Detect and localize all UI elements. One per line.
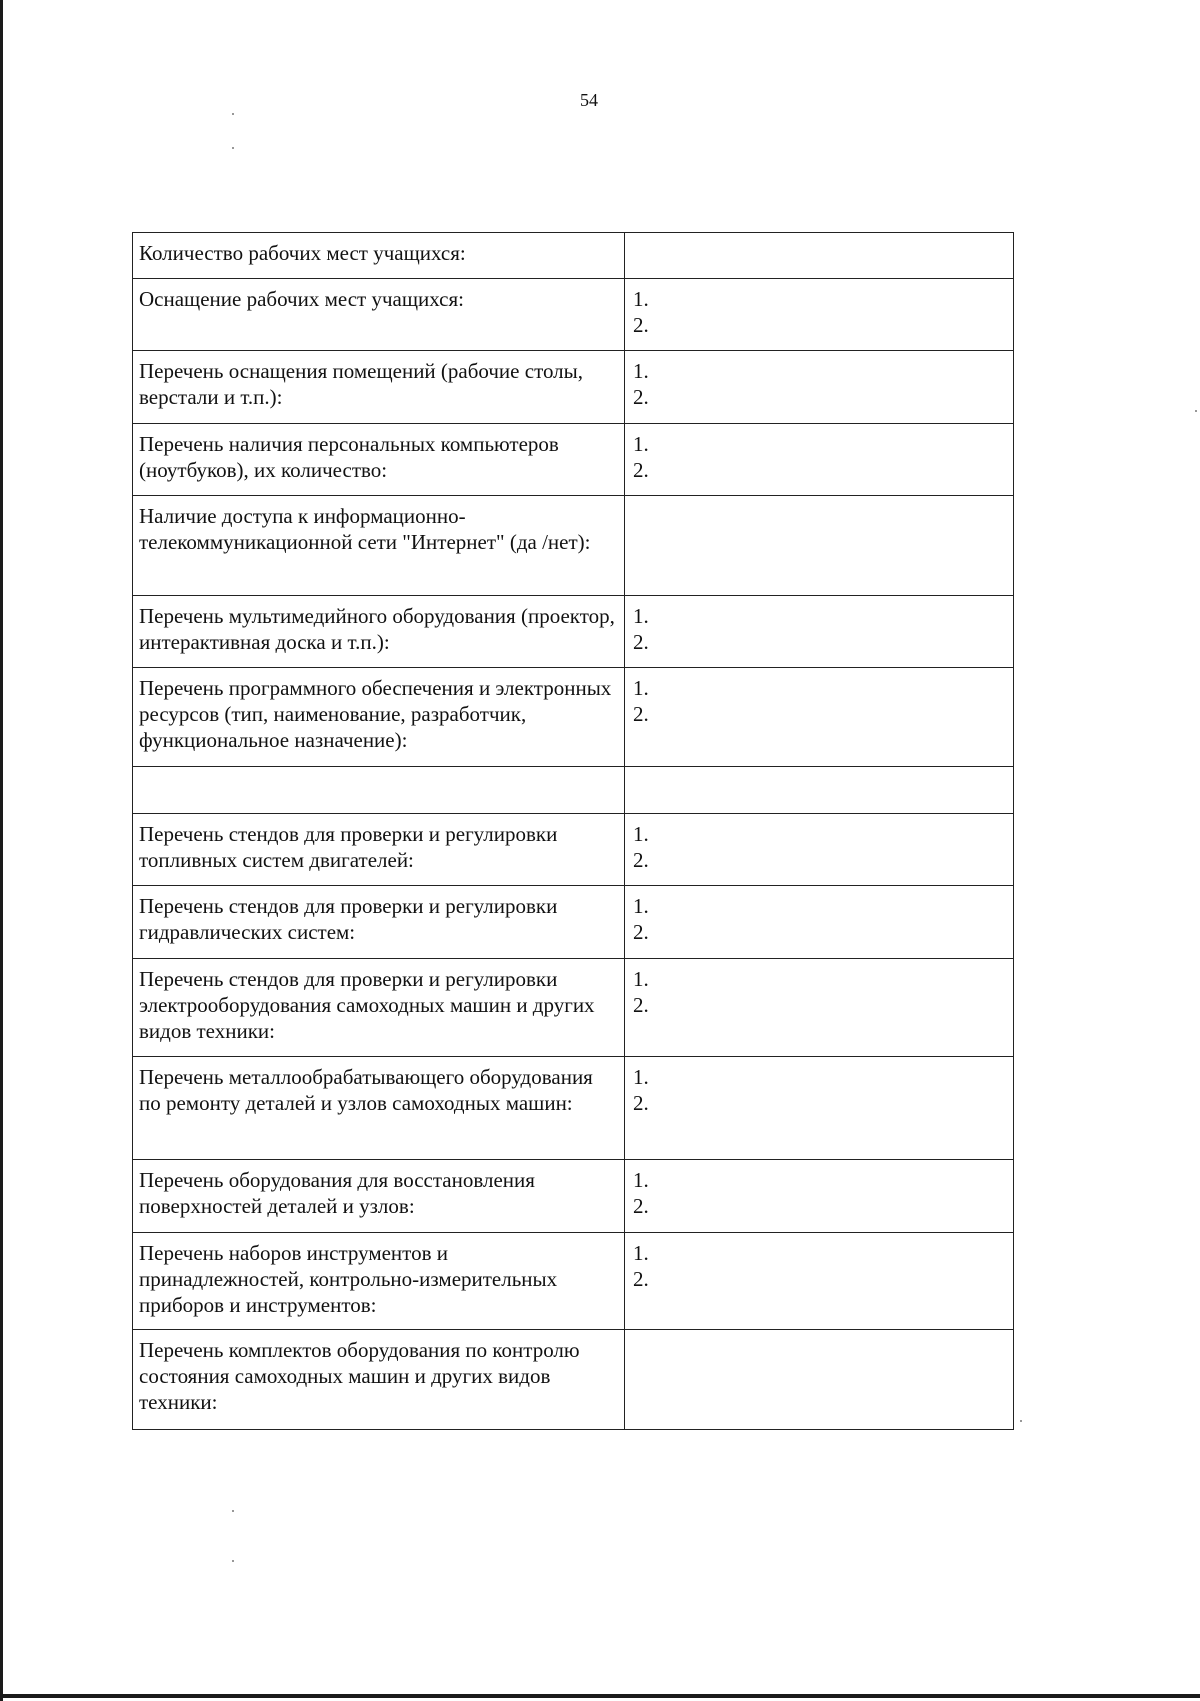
row-value-cell bbox=[625, 1233, 1014, 1330]
list-item-number: 2. bbox=[633, 630, 649, 654]
form-row bbox=[133, 767, 1014, 814]
form-row bbox=[133, 814, 1014, 886]
scan-speck bbox=[232, 1510, 234, 1512]
row-label: Наличие доступа к информационно-телекоммуникационной сети "Интернет" (да /нет): bbox=[133, 496, 625, 596]
list-item-number: 1. bbox=[633, 894, 649, 918]
form-row bbox=[133, 351, 1014, 424]
list-item-number: 2. bbox=[633, 920, 649, 944]
form-row bbox=[133, 1160, 1014, 1233]
list-item-number: 2. bbox=[633, 1194, 649, 1218]
list-item-number: 2. bbox=[633, 458, 649, 482]
row-value-cell bbox=[625, 351, 1014, 424]
page-number: 54 bbox=[580, 90, 598, 110]
row-label: Перечень наличия персональных компьютеров (ноутбуков), их количество: bbox=[133, 424, 625, 496]
row-value-cell bbox=[625, 814, 1014, 886]
equipment-form-table bbox=[132, 232, 1014, 1430]
scan-speck bbox=[232, 147, 234, 149]
form-row bbox=[133, 668, 1014, 767]
form-row bbox=[133, 1330, 1014, 1430]
row-value-cell bbox=[625, 279, 1014, 351]
scan-speck bbox=[1195, 410, 1197, 412]
row-label: Перечень наборов инструментов и принадлежностей, контрольно-измерительных приборов и инструментов: bbox=[133, 1233, 625, 1330]
row-value-cell bbox=[625, 886, 1014, 959]
row-label bbox=[133, 767, 625, 814]
list-item-number: 1. bbox=[633, 676, 649, 700]
row-label: Перечень стендов для проверки и регулировки топливных систем двигателей: bbox=[133, 814, 625, 886]
form-row bbox=[133, 233, 1014, 279]
form-row bbox=[133, 886, 1014, 959]
list-item-number: 2. bbox=[633, 1267, 649, 1291]
scan-speck bbox=[1020, 1420, 1022, 1422]
row-label: Перечень комплектов оборудования по контролю состояния самоходных машин и других видов техники: bbox=[133, 1330, 625, 1430]
scan-edge-bottom bbox=[0, 1694, 1200, 1698]
scan-edge-left bbox=[0, 0, 3, 1701]
list-item-number: 1. bbox=[633, 1168, 649, 1192]
list-item-number: 1. bbox=[633, 1241, 649, 1265]
form-row bbox=[133, 1057, 1014, 1160]
row-label: Перечень металлообрабатывающего оборудования по ремонту деталей и узлов самоходных машин: bbox=[133, 1057, 625, 1160]
scan-speck bbox=[232, 113, 234, 115]
row-label: Перечень оборудования для восстановления поверхностей деталей и узлов: bbox=[133, 1160, 625, 1233]
row-label: Перечень мультимедийного оборудования (проектор, интерактивная доска и т.п.): bbox=[133, 596, 625, 668]
list-item-number: 1. bbox=[633, 604, 649, 628]
list-item-number: 2. bbox=[633, 313, 649, 337]
list-item-number: 2. bbox=[633, 702, 649, 726]
form-row bbox=[133, 596, 1014, 668]
scan-speck bbox=[232, 1560, 234, 1562]
list-item-number: 1. bbox=[633, 287, 649, 311]
row-value-cell bbox=[625, 496, 1014, 596]
row-label: Перечень оснащения помещений (рабочие столы, верстали и т.п.): bbox=[133, 351, 625, 424]
row-label: Оснащение рабочих мест учащихся: bbox=[133, 279, 625, 351]
row-value-cell bbox=[625, 424, 1014, 496]
row-label: Перечень программного обеспечения и электронных ресурсов (тип, наименование, разработчик, функциональное назначение): bbox=[133, 668, 625, 767]
list-item-number: 2. bbox=[633, 848, 649, 872]
list-item-number: 2. bbox=[633, 385, 649, 409]
form-row bbox=[133, 279, 1014, 351]
row-value-cell bbox=[625, 959, 1014, 1057]
list-item-number: 2. bbox=[633, 993, 649, 1017]
row-value-cell bbox=[625, 1057, 1014, 1160]
row-value-cell bbox=[625, 1330, 1014, 1430]
list-item-number: 1. bbox=[633, 359, 649, 383]
row-value-cell bbox=[625, 596, 1014, 668]
list-item-number: 1. bbox=[633, 967, 649, 991]
form-row bbox=[133, 1233, 1014, 1330]
row-value-cell bbox=[625, 233, 1014, 279]
row-value-cell bbox=[625, 767, 1014, 814]
form-table-body bbox=[133, 233, 1014, 1430]
form-row bbox=[133, 496, 1014, 596]
form-row bbox=[133, 424, 1014, 496]
row-label: Перечень стендов для проверки и регулировки электрооборудования самоходных машин и других видов техники: bbox=[133, 959, 625, 1057]
list-item-number: 1. bbox=[633, 1065, 649, 1089]
list-item-number: 1. bbox=[633, 432, 649, 456]
row-label: Количество рабочих мест учащихся: bbox=[133, 233, 625, 279]
row-value-cell bbox=[625, 668, 1014, 767]
form-row bbox=[133, 959, 1014, 1057]
list-item-number: 2. bbox=[633, 1091, 649, 1115]
row-value-cell bbox=[625, 1160, 1014, 1233]
list-item-number: 1. bbox=[633, 822, 649, 846]
row-label: Перечень стендов для проверки и регулировки гидравлических систем: bbox=[133, 886, 625, 959]
